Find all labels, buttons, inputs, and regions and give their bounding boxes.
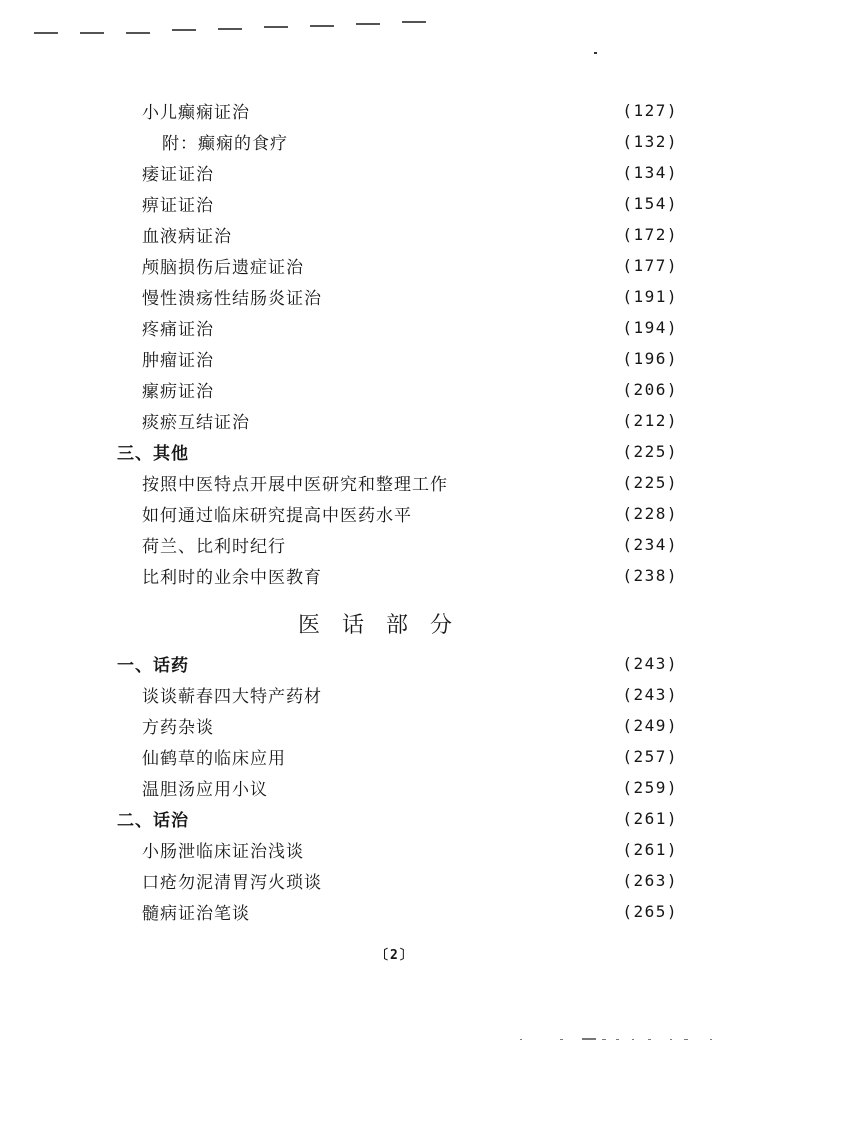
- toc-section-entry[interactable]: [117, 436, 678, 466]
- dot-leader: [288, 741, 620, 771]
- toc-entry-title: 痿证证治: [142, 164, 214, 185]
- toc-entry-title: 二、话治: [117, 810, 189, 831]
- dot-leader: [270, 772, 620, 802]
- toc-entry-page: (243): [622, 684, 678, 704]
- toc-entry-page: (132): [622, 131, 678, 151]
- page-number: 〔2〕: [375, 948, 415, 963]
- toc-entry-title: 三、其他: [117, 443, 189, 464]
- toc-entry-title: 血液病证治: [142, 226, 232, 247]
- toc-entry-title: 痹证证治: [142, 195, 214, 216]
- dot-leader: [216, 188, 620, 218]
- toc-entry-page: (249): [622, 715, 678, 735]
- toc-entry-page: (259): [622, 777, 678, 797]
- dot-leader: [324, 679, 620, 709]
- toc-entry[interactable]: [142, 560, 678, 590]
- toc-entry-page: (212): [622, 410, 678, 430]
- toc-entry-page: (177): [622, 255, 678, 275]
- dot-leader: [414, 498, 620, 528]
- dot-leader: [324, 281, 620, 311]
- dot-leader: [306, 834, 620, 864]
- toc-entry[interactable]: [142, 157, 678, 187]
- toc-section-entry[interactable]: [117, 648, 678, 678]
- toc-entry-title: 温胆汤应用小议: [142, 779, 268, 800]
- toc-entry[interactable]: [142, 834, 678, 864]
- toc-entry-title: 颅脑损伤后遗症证治: [142, 257, 304, 278]
- dot-leader: [216, 374, 620, 404]
- toc-entry-page: (261): [622, 808, 678, 828]
- toc-entry[interactable]: [142, 498, 678, 528]
- toc-entry-page: (257): [622, 746, 678, 766]
- toc-entry-page: (194): [622, 317, 678, 337]
- toc-entry-page: (234): [622, 534, 678, 554]
- toc-entry-page: (225): [622, 441, 678, 461]
- dot-leader: [450, 467, 620, 497]
- toc-entry-title: 如何通过临床研究提高中医药水平: [142, 505, 412, 526]
- toc-entry[interactable]: [142, 896, 678, 926]
- toc-entry-title: 肿瘤证治: [142, 350, 214, 371]
- dot-leader: [252, 896, 620, 926]
- toc-entry-page: (265): [622, 901, 678, 921]
- dot-leader: [216, 312, 620, 342]
- toc-entry-title: 一、话药: [117, 655, 189, 676]
- toc-entry-page: (172): [622, 224, 678, 244]
- toc-entry[interactable]: [162, 126, 678, 156]
- toc-entry[interactable]: [142, 250, 678, 280]
- toc-entry[interactable]: [142, 343, 678, 373]
- toc-entry-title: 小儿癫痫证治: [142, 102, 250, 123]
- toc-entry[interactable]: [142, 281, 678, 311]
- toc-entry[interactable]: [142, 312, 678, 342]
- toc-entry-page: (206): [622, 379, 678, 399]
- toc-entry[interactable]: [142, 865, 678, 895]
- toc-entry-title: 髓病证治笔谈: [142, 903, 250, 924]
- toc-entry-title: 疼痛证治: [142, 319, 214, 340]
- dot-leader: [306, 250, 620, 280]
- toc-entry-page: (191): [622, 286, 678, 306]
- toc-entry-page: (261): [622, 839, 678, 859]
- toc-entry-title: 小肠泄临床证治浅谈: [142, 841, 304, 862]
- toc-entry[interactable]: [142, 374, 678, 404]
- toc-entry-page: (127): [622, 100, 678, 120]
- dot-leader: [216, 710, 620, 740]
- toc-entry[interactable]: [142, 188, 678, 218]
- dot-leader: [252, 95, 620, 125]
- dot-leader: [252, 405, 620, 435]
- dot-leader: [234, 219, 620, 249]
- toc-entry-title: 荷兰、比利时纪行: [142, 536, 286, 557]
- toc-entry-title: 按照中医特点开展中医研究和整理工作: [142, 474, 448, 495]
- toc-entry-page: (263): [622, 870, 678, 890]
- dot-leader: [324, 560, 620, 590]
- toc-entry[interactable]: [142, 710, 678, 740]
- toc-entry-title: 方药杂谈: [142, 717, 214, 738]
- toc-entry-page: (225): [622, 472, 678, 492]
- dot-leader: [288, 529, 620, 559]
- scan-speck: [594, 52, 597, 54]
- toc-entry[interactable]: [142, 405, 678, 435]
- toc-entry-title: 比利时的业余中医教育: [142, 567, 322, 588]
- toc-entry[interactable]: [142, 219, 678, 249]
- toc-entry-page: (134): [622, 162, 678, 182]
- toc-entry[interactable]: [142, 467, 678, 497]
- scan-top-dashes: [0, 0, 866, 60]
- toc-entry[interactable]: [142, 741, 678, 771]
- dot-leader: [191, 648, 620, 678]
- section-heading: 医话部分: [298, 613, 475, 638]
- toc-section-entry[interactable]: [117, 803, 678, 833]
- toc-entry-page: (228): [622, 503, 678, 523]
- toc-entry[interactable]: [142, 679, 678, 709]
- toc-entry[interactable]: [142, 95, 678, 125]
- toc-entry-title: 慢性溃疡性结肠炎证治: [142, 288, 322, 309]
- toc-entry[interactable]: [142, 529, 678, 559]
- dot-leader: [290, 126, 620, 156]
- toc-entry-title: 仙鹤草的临床应用: [142, 748, 286, 769]
- dot-leader: [216, 343, 620, 373]
- dot-leader: [216, 157, 620, 187]
- dot-leader: [191, 436, 620, 466]
- toc-entry-page: (196): [622, 348, 678, 368]
- toc-entry-page: (154): [622, 193, 678, 213]
- toc-entry-page: (238): [622, 565, 678, 585]
- scan-noise: [520, 1036, 720, 1042]
- dot-leader: [324, 865, 620, 895]
- toc-entry-title: 口疮勿泥清胃泻火琐谈: [142, 872, 322, 893]
- toc-entry-title: 谈谈蕲春四大特产药材: [142, 686, 322, 707]
- toc-entry-page: (243): [622, 653, 678, 673]
- toc-entry-title: 瘰疬证治: [142, 381, 214, 402]
- toc-entry-title: 痰瘀互结证治: [142, 412, 250, 433]
- toc-entry-title: 附：癫痫的食疗: [162, 133, 288, 154]
- dot-leader: [191, 803, 620, 833]
- toc-entry[interactable]: [142, 772, 678, 802]
